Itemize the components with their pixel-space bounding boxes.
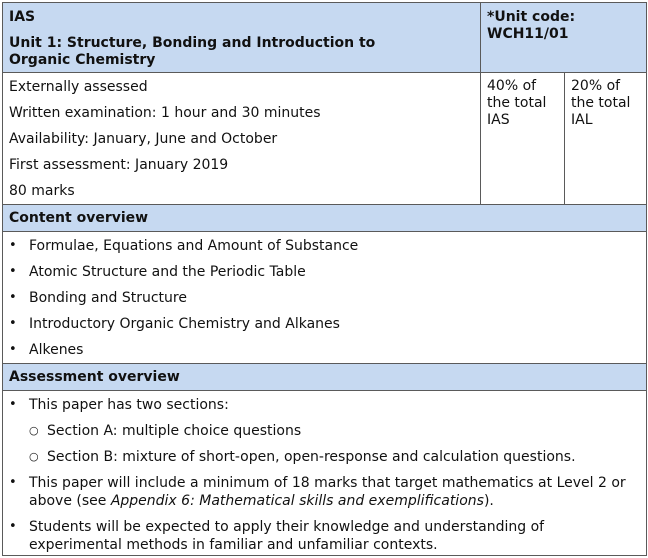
unit-title-cell [3, 3, 481, 73]
details-line: Availability: January, June and October [9, 131, 278, 147]
content-item-text: Bonding and Structure [29, 290, 187, 306]
bullet-icon: • [9, 342, 17, 357]
maths-text [29, 470, 632, 510]
assessment-heading-cell [3, 364, 647, 391]
unit-code-cell [481, 3, 647, 73]
details-cell [3, 73, 481, 205]
bullet-icon: • [9, 475, 17, 490]
assessment-list-cell [3, 391, 647, 556]
unit-code: WCH11/01 [487, 26, 569, 42]
section-item [9, 418, 632, 444]
circle-bullet-icon: ○ [29, 450, 39, 463]
content-item [9, 233, 646, 259]
assessment-item [9, 470, 632, 510]
maths-text-start: This paper will include a minimum of 18 marks that target mathematics at Level 2 or above (see [29, 475, 626, 509]
assessment-intro: This paper has two sections: [29, 397, 229, 413]
assessment-item [9, 392, 632, 418]
unit-code-label: *Unit code: [487, 9, 576, 25]
bullet-icon: • [9, 316, 17, 331]
content-item [9, 285, 646, 311]
details-line: Externally assessed [9, 79, 148, 95]
ias-weight-cell [481, 73, 565, 205]
content-item-text: Alkenes [29, 342, 84, 358]
bullet-icon: • [9, 397, 17, 412]
appendix-reference: Appendix 6: Mathematical skills and exemplifications [110, 493, 484, 509]
content-heading-cell [3, 205, 647, 232]
details-line: Written examination: 1 hour and 30 minutes [9, 105, 321, 121]
section-item [9, 444, 632, 470]
content-item-text: Formulae, Equations and Amount of Substance [29, 238, 359, 254]
bullet-icon: • [9, 519, 17, 534]
practical-text: Students will be expected to apply their knowledge and understanding of experimental methods in familiar and unfamiliar contexts. [29, 519, 545, 553]
content-item [9, 337, 646, 363]
level-label: IAS [9, 9, 36, 25]
bullet-icon: • [9, 264, 17, 279]
assessment-item [9, 510, 632, 554]
unit-title: Unit 1: Structure, Bonding and Introduction to Organic Chemistry [9, 35, 376, 68]
content-heading: Content overview [9, 210, 149, 226]
content-list-cell [3, 232, 647, 364]
maths-text-end: ). [483, 493, 494, 509]
unit-spec-table [2, 2, 647, 556]
details-line: First assessment: January 2019 [9, 157, 229, 173]
details-line: 80 marks [9, 183, 75, 199]
section-text: Section A: multiple choice questions [47, 423, 302, 439]
content-item [9, 259, 646, 285]
ial-weight-cell [565, 73, 647, 205]
section-text: Section B: mixture of short-open, open-response and calculation questions. [47, 449, 576, 465]
ial-weight: 20% of the total IAL [571, 78, 631, 128]
content-item [9, 311, 646, 337]
bullet-icon: • [9, 238, 17, 253]
content-item-text: Atomic Structure and the Periodic Table [29, 264, 306, 280]
circle-bullet-icon: ○ [29, 424, 39, 437]
bullet-icon: • [9, 290, 17, 305]
content-item-text: Introductory Organic Chemistry and Alkanes [29, 316, 340, 332]
assessment-heading: Assessment overview [9, 369, 180, 385]
ias-weight: 40% of the total IAS [487, 78, 547, 128]
